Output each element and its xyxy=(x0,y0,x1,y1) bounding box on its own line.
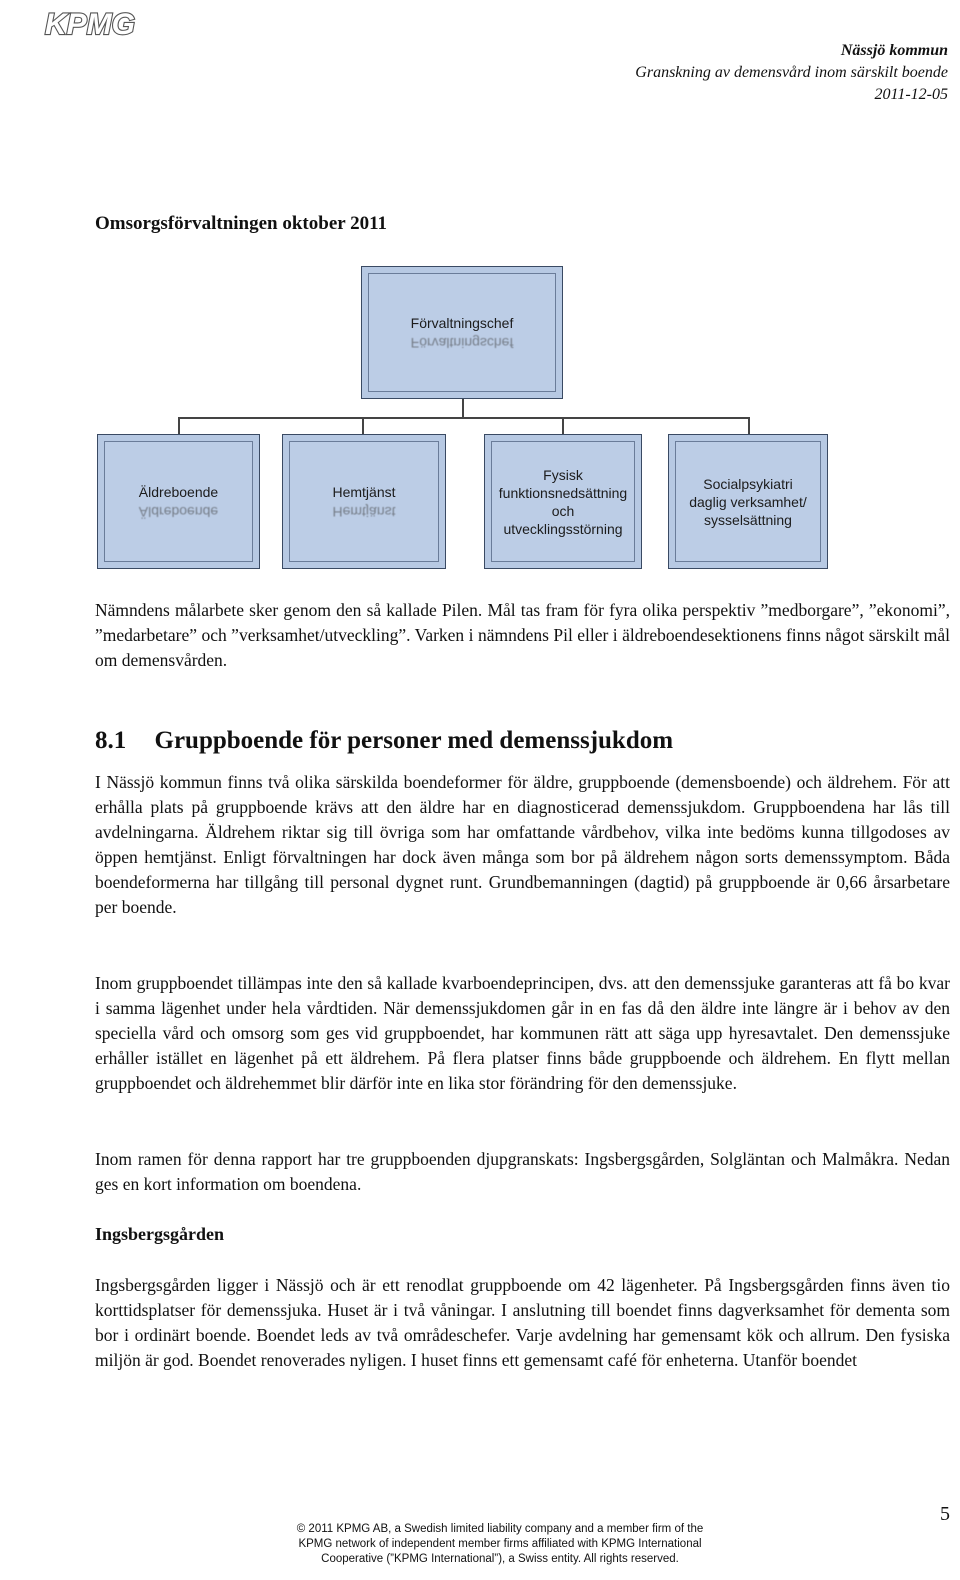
org-box-unit-4-line-3: sysselsättning xyxy=(704,511,792,528)
connector-drop-1 xyxy=(178,417,180,435)
header-org: Nässjö kommun xyxy=(840,42,948,59)
connector-drop-2 xyxy=(362,417,364,435)
org-box-unit-1-reflection: Äldreboende xyxy=(138,503,219,520)
org-box-unit-3-line-2: funktionsnedsättning xyxy=(498,484,628,501)
org-heading: Omsorgsförvaltningen oktober 2011 xyxy=(95,213,388,234)
org-box-top-label: Förvaltningschef xyxy=(410,314,514,331)
connector-top-vertical xyxy=(462,397,464,418)
org-box-unit-1-label: Äldreboende xyxy=(138,483,219,500)
paragraph-housing-forms: I Nässjö kommun finns två olika särskilda boendeformer för äldre, gruppboende (demensboende) och äldrehem. För att erhålla plats på gruppboende krävs att den äldre har en diagnosticerad demenssjukdom. Gruppboendena har lås till avdelningarna. Äldrehem riktar sig till övriga som har omfattande vårdbehov, vilka inte bedöms kunna tillgodoses av öppen hemtjänst. Enligt förvaltningen har dock även många som bor på äldrehem någon sorts demenssymptom. Båda boendeformerna har tillgång till personal dygnet runt. Grundbemanningen (dagtid) på gruppboende är 0,66 årsarbetare per boende. xyxy=(95,772,950,917)
header-date: 2011-12-05 xyxy=(874,86,948,103)
org-box-unit-3-line-1: Fysisk xyxy=(543,466,583,483)
paragraph-goals: Nämndens målarbete sker genom den så kallade Pilen. Mål tas fram för fyra olika perspektiv ”medborgare”, ”ekonomi”, ”medarbetare” och ”verksamhet/utveckling”. Varken i nämndens Pil eller i äldreboendesektionens finns något särskilt mål om demensvården. xyxy=(95,600,950,670)
footer-line-2: KPMG network of independent member firms affiliated with KPMG International xyxy=(298,1538,702,1550)
org-chart xyxy=(0,260,960,580)
org-box-unit-3 xyxy=(484,434,642,569)
org-box-unit-4-line-1: Socialpsykiatri xyxy=(703,475,793,492)
org-box-unit-4 xyxy=(668,434,828,569)
page-number: 5 xyxy=(940,1503,950,1525)
org-box-unit-1 xyxy=(97,434,260,569)
org-box-unit-2-label: Hemtjänst xyxy=(332,483,396,500)
connector-drop-4 xyxy=(748,417,750,435)
page-header xyxy=(635,40,948,106)
paragraph-scope: Inom ramen för denna rapport har tre gruppboenden djupgranskats: Ingsbergsgården, Solgläntan och Malmåkra. Nedan ges en kort information om boendena. xyxy=(95,1149,950,1194)
paragraph-ingsbergsgarden: Ingsbergsgården ligger i Nässjö och är ett renodlat gruppboende om 42 lägenheter. På Ingsbergsgården finns även tio korttidsplatser för demenssjuka. Huset är i två våningar. I anslutning till boendet finns dagverksamhet för dementa som bor i ordinärt boende. Boendet leds av två områdeschefer. Varje avdelning har gemensamt kök och allrum. Den fysiska miljön är god. Boendet renoverades nyligen. I huset finns ett gemensamt café för enheterna. Utanför boendet xyxy=(95,1275,950,1370)
org-box-unit-2 xyxy=(282,434,446,569)
subheading-ingsbergsgarden: Ingsbergsgården xyxy=(95,1224,225,1244)
org-box-unit-2-reflection: Hemtjänst xyxy=(332,503,396,520)
connector-horizontal xyxy=(178,417,748,419)
header-subtitle: Granskning av demensvård inom särskilt boende xyxy=(635,64,948,81)
section-title: Gruppboende för personer med demenssjukdom xyxy=(154,727,674,754)
section-heading xyxy=(95,727,673,755)
section-number: 8.1 xyxy=(95,727,127,754)
org-box-unit-3-line-4: utvecklingsstörning xyxy=(503,520,623,537)
connector-drop-3 xyxy=(562,417,564,435)
org-box-top-reflection: Förvaltningschef xyxy=(410,334,514,351)
org-box-top xyxy=(361,266,563,399)
org-box-unit-4-line-2: daglig verksamhet/ xyxy=(689,493,807,510)
footer-line-3: Cooperative (”KPMG International”), a Swiss entity. All rights reserved. xyxy=(321,1553,679,1565)
paragraph-principle: Inom gruppboendet tillämpas inte den så kallade kvarboendeprincipen, dvs. att den demenssjuke garanteras att få bo kvar i samma lägenhet under hela vårdtiden. När demenssjukdomen går in en fas då den äldre inte längre är i behov av den speciella vård och omsorg som ges vid gruppboendet, har kommunen rätt att säga upp hyresavtalet. Den demenssjuke erhåller istället en lägenhet på ett äldrehem. På flera platser finns både gruppboende och äldrehem. En flytt mellan gruppboendet och äldrehemmet blir därför inte en lika stor förändring för den demenssjuke. xyxy=(95,973,950,1093)
logo-text: KPMG xyxy=(45,8,135,41)
page-footer xyxy=(240,1522,760,1567)
org-box-unit-3-line-3: och xyxy=(551,502,575,519)
kpmg-logo xyxy=(6,0,178,46)
footer-line-1: © 2011 KPMG AB, a Swedish limited liability company and a member firm of the xyxy=(296,1523,704,1535)
